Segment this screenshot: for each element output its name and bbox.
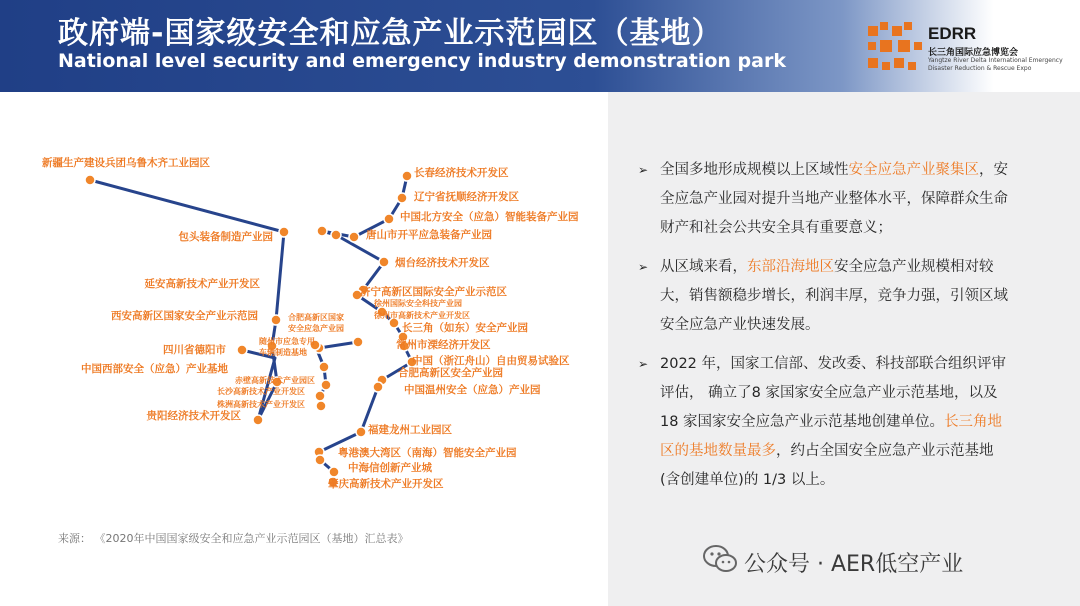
park-label: 安全应急产业园 — [288, 324, 344, 333]
park-dot — [402, 171, 412, 181]
park-label: 徐州市高新技术产业开发区 — [374, 311, 470, 320]
park-label: 粤港澳大湾区（南海）智能安全产业园 — [338, 447, 517, 459]
park-dot — [316, 401, 326, 411]
park-label: 车辆制造基地 — [259, 348, 307, 357]
park-label: 新疆生产建设兵团乌鲁木齐工业园区 — [42, 157, 210, 169]
park-dot — [373, 382, 383, 392]
park-label: 烟台经济技术开发区 — [395, 257, 490, 269]
bullet-arrow-icon: ➢ — [638, 260, 649, 274]
page-title: 政府端-国家级安全和应急产业示范园区（基地） — [58, 16, 723, 51]
park-label: 徐州国际安全科技产业园 — [374, 299, 462, 308]
park-dot — [315, 391, 325, 401]
park-label: 四川省德阳市 — [163, 344, 226, 356]
wechat-icon — [702, 544, 738, 574]
park-label: 辽宁省抚顺经济开发区 — [414, 191, 519, 203]
edrr-logo-mark — [866, 20, 924, 78]
bullet-text: 全国多地形成规模以上区域性 — [660, 162, 849, 178]
park-dot — [315, 455, 325, 465]
edrr-logo — [866, 20, 1076, 82]
bullet-text: ，安全应急产业园对提升当地产业整体水平，保障群众生命财产和社会公共安全具有重要意义； — [660, 162, 1008, 236]
park-network-map — [30, 140, 610, 500]
bullet-list — [638, 156, 1008, 505]
park-dot — [321, 380, 331, 390]
source-note: 来源： 《2020年中国国家级安全和应急产业示范园区（基地）汇总表》 — [58, 532, 409, 545]
logo-cn: 长三角国际应急博览会 — [928, 48, 1019, 58]
park-dot — [279, 227, 289, 237]
watermark: 公众号 · AER低空产业 — [744, 552, 964, 577]
highlight-text: 安全应急产业聚集区 — [848, 162, 979, 178]
park-label: 常州市溧经济开发区 — [396, 339, 491, 351]
park-dot — [237, 345, 247, 355]
bullet-item — [638, 350, 1008, 495]
park-label: 唐山市开平应急装备产业园 — [366, 229, 492, 241]
park-label: 长三角（如东）安全产业园 — [402, 322, 528, 334]
park-dot — [397, 193, 407, 203]
bullet-text: 从区域来看， — [660, 259, 747, 275]
park-label: 西安高新区国家安全产业示范园 — [111, 310, 258, 322]
park-label: 济宁高新区国际安全产业示范区 — [360, 286, 507, 298]
park-label: 贵阳经济技术开发区 — [146, 410, 241, 422]
park-label: 中国温州安全（应急）产业园 — [404, 384, 541, 396]
park-label: 随州市应急专用 — [259, 337, 315, 346]
park-dot — [384, 214, 394, 224]
highlight-text: 长三角地区的基地数量最多 — [660, 414, 1003, 459]
park-dot — [331, 230, 341, 240]
page-subtitle: National level security and emergency industry demonstration park — [58, 50, 786, 72]
park-label: 包头装备制造产业园 — [178, 231, 273, 243]
park-label: 延安高新技术产业开发区 — [144, 278, 260, 290]
bullet-text: 2022 年，国家工信部、发改委、科技部联合组织评审评估， 确立了8 家国家安全应急产业示范基地，以及18 家国家安全应急产业示范基地创建单位。 — [660, 356, 1007, 430]
logo-name: EDRR — [928, 24, 977, 43]
park-dot — [329, 467, 339, 477]
park-label: 福建龙州工业园区 — [368, 424, 452, 436]
park-dot — [379, 257, 389, 267]
bullet-item — [638, 156, 1008, 243]
bullet-arrow-icon: ➢ — [638, 357, 649, 371]
logo-en-line1: Yangtze River Delta International Emergency — [928, 57, 1063, 64]
park-dot — [271, 315, 281, 325]
park-label: 长春经济技术开发区 — [414, 167, 509, 179]
park-label: 中海信创新产业城 — [348, 462, 432, 474]
park-label: 株洲高新技术产业开发区 — [217, 400, 305, 409]
bullet-arrow-icon: ➢ — [638, 163, 649, 177]
park-label: 长沙高新技术产业开发区 — [217, 387, 305, 396]
park-dots — [85, 171, 417, 487]
park-label: 肇庆高新技术产业开发区 — [328, 478, 444, 490]
park-labels — [42, 156, 579, 490]
park-dot — [349, 232, 359, 242]
park-label: 中国北方安全（应急）智能装备产业园 — [400, 211, 579, 223]
bullet-text: ，约占全国安全应急产业示范基地(含创建单位)的 1/3 以上。 — [660, 443, 994, 488]
park-dot — [253, 415, 263, 425]
park-dot — [356, 427, 366, 437]
logo-en-line2: Disaster Reduction & Rescue Expo — [928, 65, 1032, 72]
bullet-text: 安全应急产业规模相对较大，销售额稳步增长，利润丰厚，竞争力强，引领区域安全应急产业快速发展。 — [660, 259, 1008, 333]
park-dot — [353, 337, 363, 347]
park-label: 合肥高新区国家 — [288, 313, 344, 322]
highlight-text: 东部沿海地区 — [747, 259, 834, 275]
park-dot — [319, 362, 329, 372]
park-dot — [85, 175, 95, 185]
park-label: 中国西部安全（应急）产业基地 — [81, 363, 228, 375]
park-label: 中国（浙江舟山）自由贸易试验区 — [412, 355, 570, 367]
park-dot — [317, 226, 327, 236]
park-label: 赤壁高新技术产业园区 — [235, 376, 315, 385]
park-label: 合肥高新区安全产业园 — [398, 367, 503, 379]
bullet-item — [638, 253, 1008, 340]
